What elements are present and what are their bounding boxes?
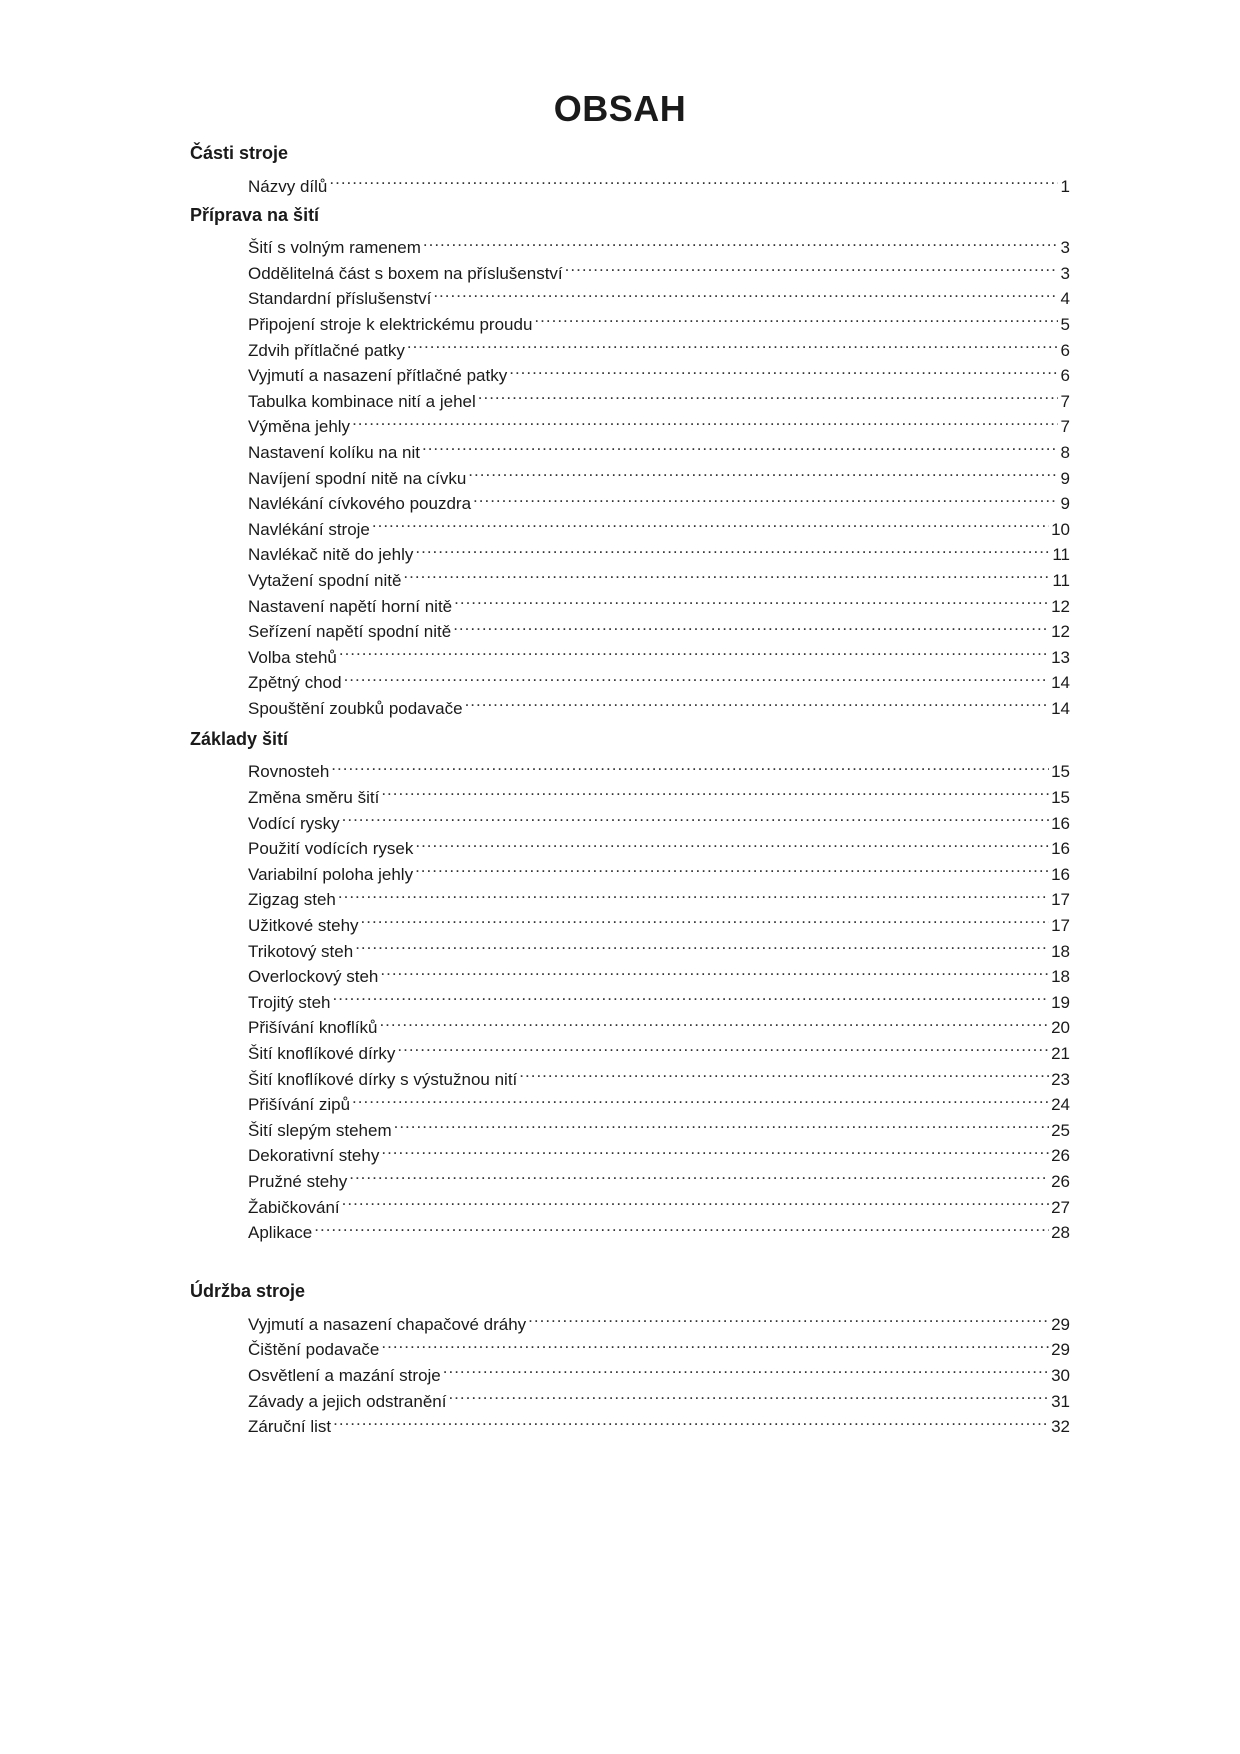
toc-entry (248, 1407, 1070, 1437)
toc-section-preparation (190, 202, 1070, 718)
toc-entry-page-number: 28 (1051, 1223, 1070, 1243)
toc-entry-page-number: 29 (1051, 1340, 1070, 1360)
toc-entry-label: Zigzag steh (248, 890, 336, 910)
toc-entry (248, 509, 1070, 539)
toc-entry-page-number: 14 (1051, 698, 1070, 718)
toc-entry-page-number: 19 (1051, 992, 1070, 1012)
dot-leader (339, 637, 1049, 663)
section-heading: Příprava na šití (190, 204, 320, 225)
toc-entry-label: Standardní příslušenství (248, 289, 432, 309)
toc-entry (248, 1304, 1070, 1334)
toc-entry-page-number: 6 (1060, 366, 1070, 386)
toc-entry-label: Trojitý steh (248, 992, 331, 1012)
toc-entry-page-number: 27 (1051, 1197, 1070, 1217)
toc-entry-page-number: 3 (1060, 263, 1070, 283)
dot-leader (465, 688, 1050, 714)
toc-entry (248, 228, 1070, 258)
toc-entry-page-number: 30 (1051, 1365, 1070, 1385)
dot-leader (379, 1008, 1049, 1034)
toc-entry-page-number: 21 (1051, 1044, 1070, 1063)
dot-leader (478, 381, 1058, 407)
toc-entry-label: Spouštění zoubků podavače (248, 698, 463, 718)
toc-entry-page-number: 29 (1051, 1314, 1070, 1334)
toc-entry-label: Trikotový steh (248, 941, 354, 961)
toc-entry-page-number: 4 (1060, 289, 1070, 309)
toc-entry-page-number: 12 (1051, 622, 1070, 642)
toc-entry (248, 803, 1070, 833)
dot-leader (468, 458, 1058, 484)
toc-entry-page-number: 16 (1051, 864, 1070, 884)
toc-entry-label: Nastavení napětí horní nitě (248, 596, 453, 616)
toc-entry-page-number: 18 (1051, 941, 1070, 961)
toc-entry-label: Záruční list (248, 1417, 332, 1437)
toc-entry-label: Čištění podavače (248, 1340, 380, 1360)
dot-leader (397, 1033, 1049, 1059)
dot-leader (407, 330, 1058, 356)
dot-leader (509, 356, 1058, 382)
toc-section-parts (190, 140, 1070, 196)
toc-entry-label: Šití knoflíkové dírky (248, 1044, 396, 1063)
toc-entry-label: Navlékání cívkového pouzdra (248, 494, 472, 514)
toc-entry-label: Seřízení napětí spodní nitě (248, 622, 452, 642)
dot-leader (448, 1381, 1049, 1407)
toc-entry-page-number: 5 (1060, 314, 1070, 334)
toc-section-maintenance (190, 1278, 1070, 1437)
toc-entry (248, 1008, 1070, 1038)
toc-entry-page-number: 3 (1060, 238, 1070, 258)
toc-entry-page-number: 9 (1060, 468, 1070, 488)
toc-entry (248, 432, 1070, 462)
toc-entry-label: Vytažení spodní nitě (248, 570, 402, 590)
dot-leader (415, 829, 1049, 855)
toc-entry-label: Výměna jehly (248, 417, 351, 437)
section-heading: Části stroje (190, 143, 289, 163)
toc-entry-label: Použití vodících rysek (248, 839, 414, 859)
toc-entry-label: Navlékač nitě do jehly (248, 545, 414, 565)
toc-entry-label: Overlockový steh (248, 967, 379, 987)
section-heading: Údržba stroje (190, 1281, 306, 1302)
toc-entry-page-number: 26 (1051, 1146, 1070, 1166)
toc-entry-label: Variabilní poloha jehly (248, 864, 414, 884)
section-entries (190, 752, 1070, 1243)
toc-entry-label: Dekorativní stehy (248, 1146, 380, 1166)
dot-leader (342, 803, 1049, 829)
dot-leader (415, 535, 1050, 561)
toc-entry-label: Šití slepým stehem (248, 1120, 392, 1140)
dot-leader (352, 407, 1058, 433)
toc-entry-label: Žabičkování (248, 1197, 340, 1217)
dot-leader (454, 586, 1049, 612)
toc-entry-page-number: 17 (1051, 916, 1070, 936)
dot-leader (443, 1355, 1049, 1381)
toc-entry-page-number: 16 (1051, 813, 1070, 833)
dot-leader (415, 854, 1049, 880)
toc-entry-page-number: 7 (1060, 391, 1070, 411)
dot-leader (519, 1059, 1049, 1085)
toc-entry-label: Přišívání knoflíků (248, 1018, 378, 1038)
toc-entry-label: Oddělitelná část s boxem na příslušenství (248, 263, 563, 283)
toc-entry-label: Navlékání stroje (248, 519, 370, 539)
section-entries (190, 228, 1070, 718)
section-heading: Základy šití (190, 728, 289, 749)
dot-leader (380, 957, 1049, 983)
toc-entry (248, 1110, 1070, 1140)
toc-entry-page-number: 18 (1051, 967, 1070, 987)
toc-entry (248, 905, 1070, 936)
dot-leader (331, 752, 1049, 778)
dot-leader (433, 279, 1058, 305)
toc-entry-label: Vyjmutí a nasazení chapačové dráhy (248, 1314, 527, 1334)
dot-leader (361, 905, 1050, 931)
toc-entry-page-number: 15 (1051, 762, 1070, 782)
dot-leader (565, 253, 1058, 279)
toc-entry (248, 688, 1070, 718)
dot-leader (422, 432, 1058, 458)
toc-entry (248, 752, 1070, 782)
dot-leader (372, 509, 1049, 535)
dot-leader (349, 1161, 1049, 1187)
toc-entry-label: Závady a jejich odstranění (248, 1391, 447, 1411)
toc-entry-page-number: 31 (1051, 1391, 1070, 1411)
toc-entry-page-number: 20 (1051, 1018, 1070, 1038)
toc-entry-page-number: 12 (1051, 596, 1070, 616)
toc-entry (248, 535, 1070, 565)
toc-entry-page-number: 16 (1051, 839, 1070, 859)
toc-entry (248, 982, 1070, 1012)
toc-entry-page-number: 23 (1051, 1069, 1070, 1089)
dot-leader (333, 982, 1050, 1008)
dot-leader (394, 1110, 1049, 1136)
dot-leader (473, 484, 1058, 510)
dot-leader (314, 1213, 1049, 1239)
dot-leader (333, 1407, 1049, 1433)
page-title: OBSAH (553, 88, 687, 129)
toc-section-basics (190, 726, 1070, 1243)
toc-entry-page-number: 6 (1060, 340, 1070, 360)
toc-entry-label: Změna směru šití (248, 788, 380, 808)
toc-entry-label: Osvětlení a mazání stroje (248, 1365, 441, 1385)
toc-entry-page-number: 24 (1051, 1095, 1070, 1115)
toc-entry (248, 663, 1070, 693)
toc-entry-page-number: 1 (1060, 176, 1070, 196)
toc-entry-label: Zdvih přítlačné patky (248, 340, 405, 360)
toc-entry-page-number: 9 (1060, 494, 1070, 514)
dot-leader (355, 931, 1049, 957)
toc-entry (248, 1213, 1070, 1243)
dot-leader (381, 777, 1049, 803)
toc-entry-page-number: 25 (1051, 1120, 1070, 1140)
toc-entry-label: Užitkové stehy (248, 916, 359, 936)
dot-leader (453, 612, 1049, 638)
toc-entry-label: Přišívání zipů (248, 1095, 351, 1115)
toc-entry-page-number: 14 (1051, 673, 1070, 693)
toc-entry-label: Připojení stroje k elektrickému proudu (248, 314, 533, 334)
toc-entry-label: Nastavení kolíku na nit (248, 442, 420, 462)
toc-entry (248, 1187, 1070, 1217)
dot-leader (403, 560, 1050, 586)
dot-leader (381, 1136, 1049, 1162)
toc-entry (248, 1161, 1070, 1191)
toc-entry (248, 880, 1070, 910)
dot-leader (423, 228, 1058, 254)
dot-leader (534, 304, 1058, 330)
toc-entry-page-number: 11 (1052, 570, 1070, 590)
dot-leader (352, 1085, 1049, 1111)
table-of-contents (190, 140, 1070, 1437)
dot-leader (329, 166, 1058, 192)
toc-entry-page-number: 13 (1051, 647, 1070, 667)
dot-leader (381, 1330, 1049, 1356)
section-entries (190, 1304, 1070, 1437)
toc-entry-label: Tabulka kombinace nití a jehel (248, 391, 476, 411)
toc-entry-page-number: 26 (1051, 1171, 1070, 1191)
toc-entry-label: Pružné stehy (248, 1171, 348, 1191)
toc-entry-label: Šití s volným ramenem (248, 238, 421, 258)
dot-leader (338, 880, 1049, 906)
dot-leader (528, 1304, 1049, 1330)
toc-entry-page-number: 15 (1051, 788, 1070, 808)
toc-entry (248, 829, 1070, 859)
toc-entry-page-number: 7 (1060, 417, 1070, 437)
toc-entry-label: Volba stehů (248, 647, 337, 667)
toc-entry (248, 777, 1070, 808)
toc-entry-label: Šití knoflíkové dírky s výstužnou nití (248, 1069, 518, 1089)
toc-entry-label: Zpětný chod (248, 673, 342, 693)
section-entries (190, 166, 1070, 196)
toc-entry-label: Vodící rysky (248, 813, 340, 833)
toc-entry (248, 957, 1070, 987)
toc-entry (248, 637, 1070, 667)
toc-entry (248, 166, 1070, 196)
toc-entry-label: Názvy dílů (248, 176, 328, 196)
toc-entry-label: Vyjmutí a nasazení přítlačné patky (248, 366, 508, 386)
dot-leader (344, 663, 1050, 689)
toc-entry-label: Rovnosteh (248, 762, 330, 782)
toc-entry (248, 931, 1070, 961)
toc-entry-label: Navíjení spodní nitě na cívku (248, 468, 467, 488)
toc-entry (248, 407, 1070, 437)
dot-leader (342, 1187, 1049, 1213)
toc-entry-page-number: 10 (1051, 519, 1070, 539)
toc-entry-page-number: 8 (1060, 442, 1070, 462)
toc-entry-page-number: 32 (1051, 1417, 1070, 1437)
toc-entry (248, 1085, 1070, 1115)
toc-entry-label: Aplikace (248, 1223, 313, 1243)
toc-entry-page-number: 17 (1051, 890, 1070, 910)
toc-entry-page-number: 11 (1052, 545, 1070, 565)
